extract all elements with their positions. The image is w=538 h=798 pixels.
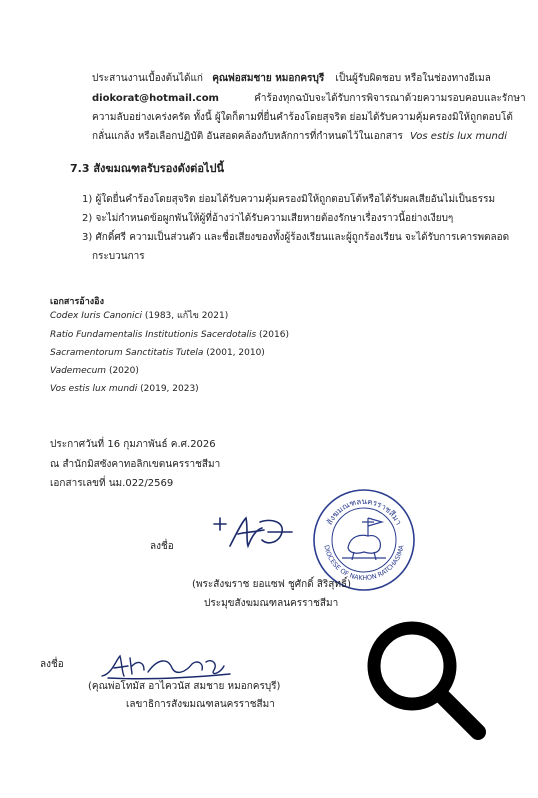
magnifier-icon[interactable] (360, 614, 490, 744)
reference-item: Ratio Fundamentalis Institutionis Sacerdotalis (2016) (50, 330, 289, 340)
seal-lamb-emblem (342, 518, 386, 560)
bishop-signature (212, 510, 302, 555)
seal-bottom-text: DIOCESE OF NAKHON RATCHASIMA (322, 544, 406, 583)
reference-item: Codex Iuris Canonici (1983, แก้ไข 2021) (50, 311, 229, 321)
bishop-title: ประมุขสังฆมณฑลนครราชสีมา (204, 598, 339, 609)
references-heading: เอกสารอ้างอิง (50, 297, 104, 307)
document-number: เอกสารเลขที่ นม.022/2569 (50, 478, 174, 489)
announcement-place: ณ สำนักมิสซังคาทอลิกเขตนครราชสีมา (50, 459, 221, 470)
list-item: 2) จะไม่กำหนดข้อผูกพันให้ผู้ที่อ้างว่าได้รับความเสียหายต้องรักษาเรื่องราวนี้อย่างเงียบๆ (82, 213, 454, 224)
list-item: 1) ผู้ใดยื่นคำร้องโดยสุจริต ย่อมได้รับความคุ้มครองมิให้ถูกตอบโต้หรือได้รับผลเสียอันไม่เป็นธรรม (82, 194, 496, 205)
intro-line-3: ความลับอย่างเคร่งครัด ทั้งนี้ ผู้ใดก็ตามที่ยื่นคำร้องโดยสุจริต ย่อมได้รับความคุ้มครองมิให้ถูกตอบโต้ (92, 112, 513, 123)
intro-line-4: กลั่นแกล้ง หรือเลือกปฏิบัติ อันสอดคล้องกับหลักการที่กำหนดไว้ในเอกสาร Vos estis lux mundi (92, 131, 508, 142)
reference-item: Vademecum (2020) (50, 366, 139, 376)
reference-item: Sacramentorum Sanctitatis Tutela (2001, 2010) (50, 348, 265, 358)
intro-line-1: ประสานงานเบื้องต้นได้แก่ คุณพ่อสมชาย หมอกครบุรี เป็นผู้รับผิดชอบ หรือในช่องทางอีเมล (92, 73, 491, 84)
bishop-name: (พระสังฆราช ยอแซฟ ชูศักดิ์ สิริสุทธิ์) (192, 579, 351, 590)
reference-item: Vos estis lux mundi (2019, 2023) (50, 384, 199, 394)
contact-person: คุณพ่อสมชาย หมอกครบุรี (212, 73, 325, 84)
list-item-continuation: กระบวนการ (92, 251, 145, 262)
secretary-sign-label: ลงชื่อ (40, 659, 64, 670)
intro-line-2: diokorat@hotmail.com คำร้องทุกฉบับจะได้รับการพิจารณาด้วยความรอบคอบและรักษา (92, 93, 526, 104)
seal-top-text: สังฆมณฑลนครราชสีมา (324, 496, 404, 527)
contact-email[interactable]: diokorat@hotmail.com (92, 93, 219, 104)
list-item: 3) ศักดิ์ศรี ความเป็นส่วนตัว และชื่อเสียงของทั้งผู้ร้องเรียนและผู้ถูกร้องเรียน จะได้รับการเคารพตลอด (82, 232, 510, 243)
secretary-signature (98, 650, 238, 682)
diocese-seal (312, 488, 416, 592)
secretary-name: (คุณพ่อโทมัส อาไควนัส สมชาย หมอกครบุรี) (88, 681, 281, 692)
bishop-sign-label: ลงชื่อ (150, 541, 174, 552)
section-heading: 7.3 สังฆมณฑลรับรองดังต่อไปนี้ (70, 162, 224, 175)
secretary-title: เลขาธิการสังฆมณฑลนครราชสีมา (126, 699, 275, 710)
announcement-date: ประกาศวันที่ 16 กุมภาพันธ์ ค.ศ.2026 (50, 439, 216, 450)
